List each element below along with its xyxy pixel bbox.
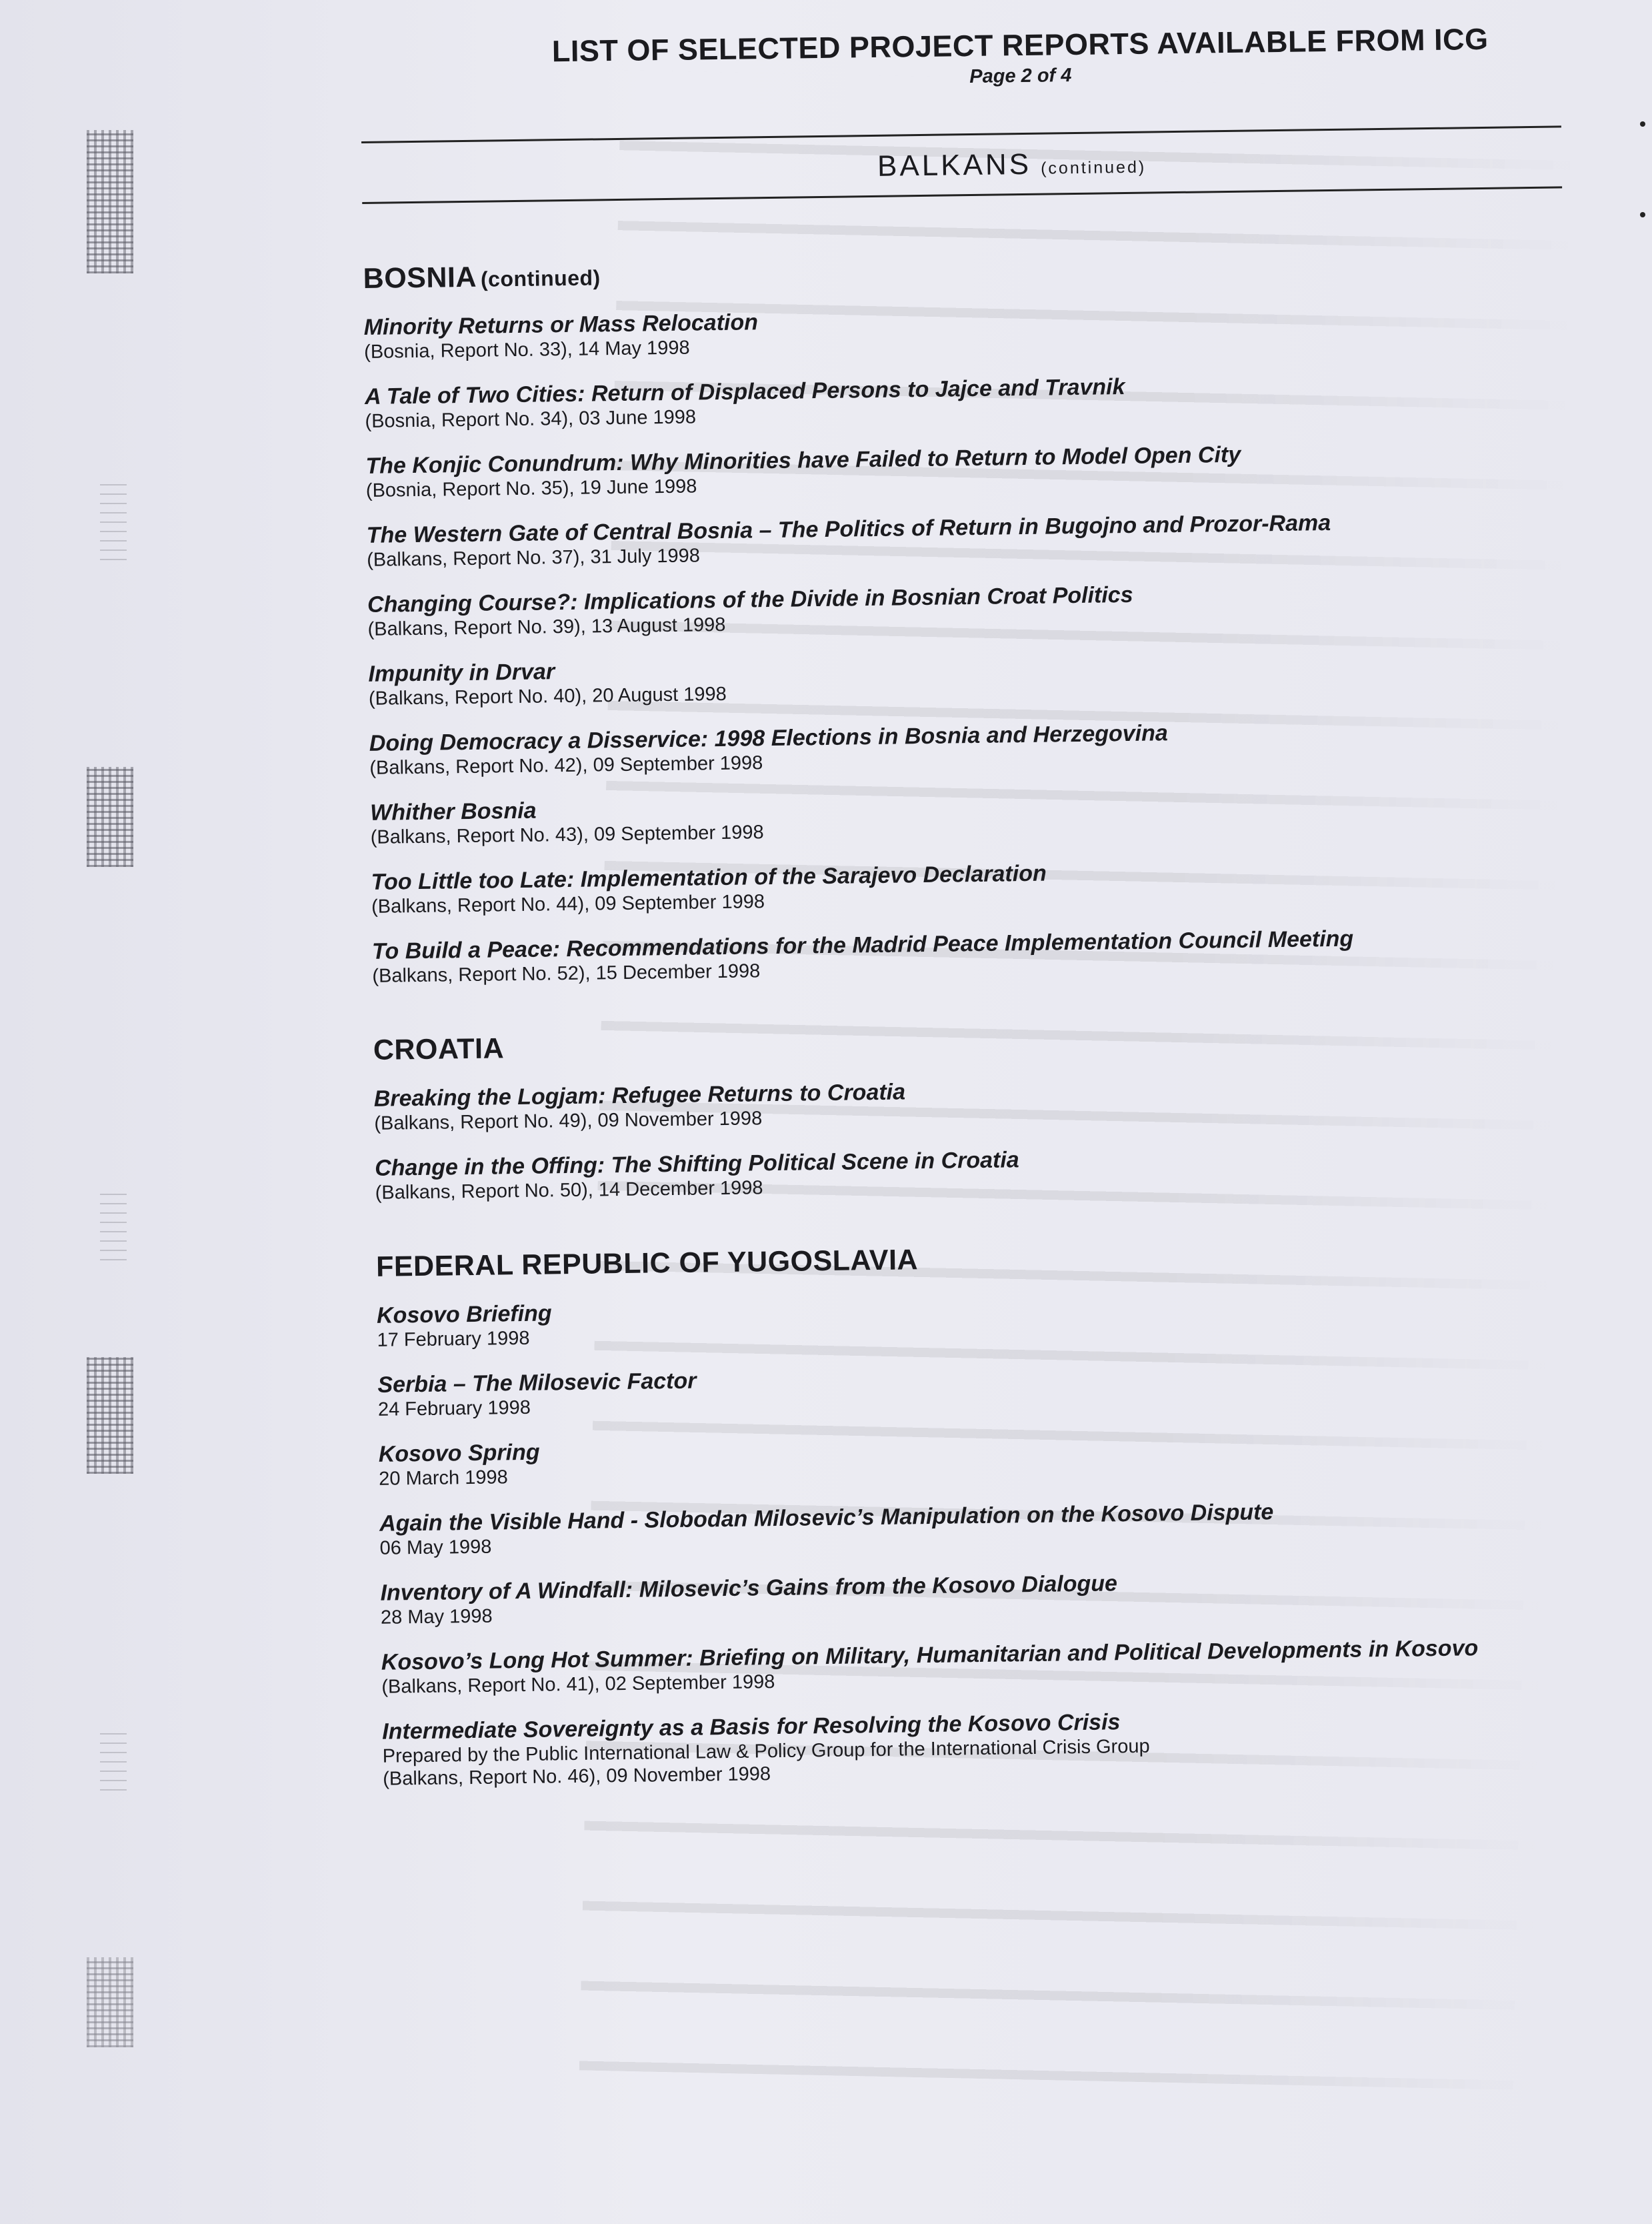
report-meta: (Balkans, Report No. 52), 15 December 1998 <box>372 960 761 987</box>
report-title: Kosovo’s Long Hot Summer: Briefing on Military, Humanitarian and Political Developments in Kosovo <box>381 1635 1479 1675</box>
report-meta: Prepared by the Public International Law & Policy Group for the International Crisis Group <box>382 1735 1150 1767</box>
report-meta: (Balkans, Report No. 42), 09 September 1998 <box>369 752 763 779</box>
report-entry <box>365 367 1585 433</box>
region-suffix: (continued) <box>1040 157 1147 178</box>
section-croatia <box>373 1018 1595 1204</box>
report-entry <box>363 298 1584 363</box>
report-meta: (Balkans, Report No. 49), 09 November 1998 <box>374 1108 763 1134</box>
report-entry <box>379 1494 1600 1560</box>
report-title: A Tale of Two Cities: Return of Displaced Persons to Jajce and Travnik <box>364 374 1125 409</box>
report-entry <box>380 1564 1601 1629</box>
scan-speck <box>1640 212 1645 217</box>
scan-speckle <box>87 1357 133 1474</box>
report-title: Too Little too Late: Implementation of the Sarajevo Declaration <box>371 860 1047 895</box>
report-entry <box>382 1703 1603 1791</box>
report-meta: (Bosnia, Report No. 35), 19 June 1998 <box>365 475 697 501</box>
report-title: Intermediate Sovereignty as a Basis for Resolving the Kosovo Crisis <box>382 1709 1121 1745</box>
report-title: Impunity in Drvar <box>368 659 555 687</box>
report-title: Minority Returns or Mass Relocation <box>363 309 759 340</box>
report-entry <box>381 1633 1602 1699</box>
section-title: BOSNIA <box>363 261 477 295</box>
document-title: LIST OF SELECTED PROJECT REPORTS AVAILABLE FROM ICG <box>551 21 1489 69</box>
page-number: Page 2 of 4 <box>969 65 1072 88</box>
scan-speckle <box>100 1187 127 1260</box>
report-meta: 17 February 1998 <box>377 1327 530 1351</box>
report-meta: 24 February 1998 <box>377 1396 531 1420</box>
report-title: The Konjic Conundrum: Why Minorities have Failed to Return to Model Open City <box>365 441 1241 479</box>
section-title: CROATIA <box>373 1032 505 1066</box>
report-meta: (Bosnia, Report No. 34), 03 June 1998 <box>365 406 697 432</box>
report-title: Serbia – The Milosevic Factor <box>377 1368 697 1398</box>
scan-speckle <box>100 1727 127 1791</box>
section-federal-republic-of-yugoslavia <box>376 1235 1603 1791</box>
section-title: FEDERAL REPUBLIC OF YUGOSLAVIA <box>375 1244 919 1283</box>
report-meta: 06 May 1998 <box>379 1536 492 1559</box>
report-title: Kosovo Spring <box>378 1439 540 1467</box>
report-entry <box>365 437 1586 502</box>
report-title: Doing Democracy a Disservice: 1998 Elections in Bosnia and Herzegovina <box>369 720 1169 756</box>
report-title: To Build a Peace: Recommendations for the Madrid Peace Implementation Council Meeting <box>371 926 1354 964</box>
report-meta: (Balkans, Report No. 44), 09 September 1998 <box>371 891 765 918</box>
report-meta: (Balkans, Report No. 37), 31 July 1998 <box>367 545 701 571</box>
report-entry <box>371 853 1591 918</box>
report-meta: 20 March 1998 <box>379 1466 508 1490</box>
scan-speck <box>1640 121 1645 127</box>
section-bosnia <box>363 247 1592 988</box>
report-meta: (Balkans, Report No. 46), 09 November 1998 <box>382 1763 771 1790</box>
document-content <box>360 21 1603 1811</box>
report-meta: (Balkans, Report No. 41), 02 September 1998 <box>381 1671 775 1698</box>
report-meta: (Balkans, Report No. 40), 20 August 1998 <box>368 683 727 710</box>
report-entry <box>369 714 1590 780</box>
report-meta: (Balkans, Report No. 43), 09 September 1998 <box>370 822 764 848</box>
report-meta: (Balkans, Report No. 39), 13 August 1998 <box>367 614 726 640</box>
report-title: Changing Course?: Implications of the Divide in Bosnian Croat Politics <box>367 582 1133 618</box>
region-label: BALKANS <box>877 147 1032 183</box>
report-entry <box>370 784 1591 849</box>
report-entry <box>377 1356 1598 1421</box>
section-heading <box>373 1018 1593 1067</box>
section-heading <box>363 247 1583 295</box>
header-rule <box>361 125 1561 143</box>
report-title: Breaking the Logjam: Refugee Returns to Croatia <box>373 1079 906 1112</box>
report-entry <box>379 1425 1599 1490</box>
report-entry <box>367 506 1587 572</box>
report-entry <box>377 1286 1597 1352</box>
scan-speckle <box>87 1957 133 2047</box>
report-meta: (Balkans, Report No. 50), 14 December 1998 <box>375 1177 763 1204</box>
report-entry <box>368 645 1589 710</box>
report-meta: (Bosnia, Report No. 33), 14 May 1998 <box>363 337 690 363</box>
section-suffix: (continued) <box>480 265 601 291</box>
scan-speckle <box>87 130 133 273</box>
report-title: Inventory of A Windfall: Milosevic’s Gains from the Kosovo Dialogue <box>380 1570 1118 1606</box>
report-title: Again the Visible Hand - Slobodan Milosevic’s Manipulation on the Kosovo Dispute <box>379 1499 1274 1536</box>
region-heading <box>361 141 1581 190</box>
report-meta: 28 May 1998 <box>380 1605 493 1628</box>
report-entry <box>372 922 1593 988</box>
report-title: Whither Bosnia <box>369 798 537 826</box>
report-title: The Western Gate of Central Bosnia – The Politics of Return in Bugojno and Prozor-Rama <box>366 510 1331 548</box>
section-heading <box>376 1235 1596 1284</box>
report-entry <box>375 1139 1595 1204</box>
report-entry <box>367 576 1588 641</box>
scan-speckle <box>100 480 127 560</box>
header-rule <box>362 186 1562 204</box>
report-title: Change in the Offing: The Shifting Political Scene in Croatia <box>374 1147 1019 1181</box>
report-entry <box>374 1070 1595 1135</box>
scan-speckle <box>87 767 133 867</box>
report-title: Kosovo Briefing <box>376 1300 552 1328</box>
